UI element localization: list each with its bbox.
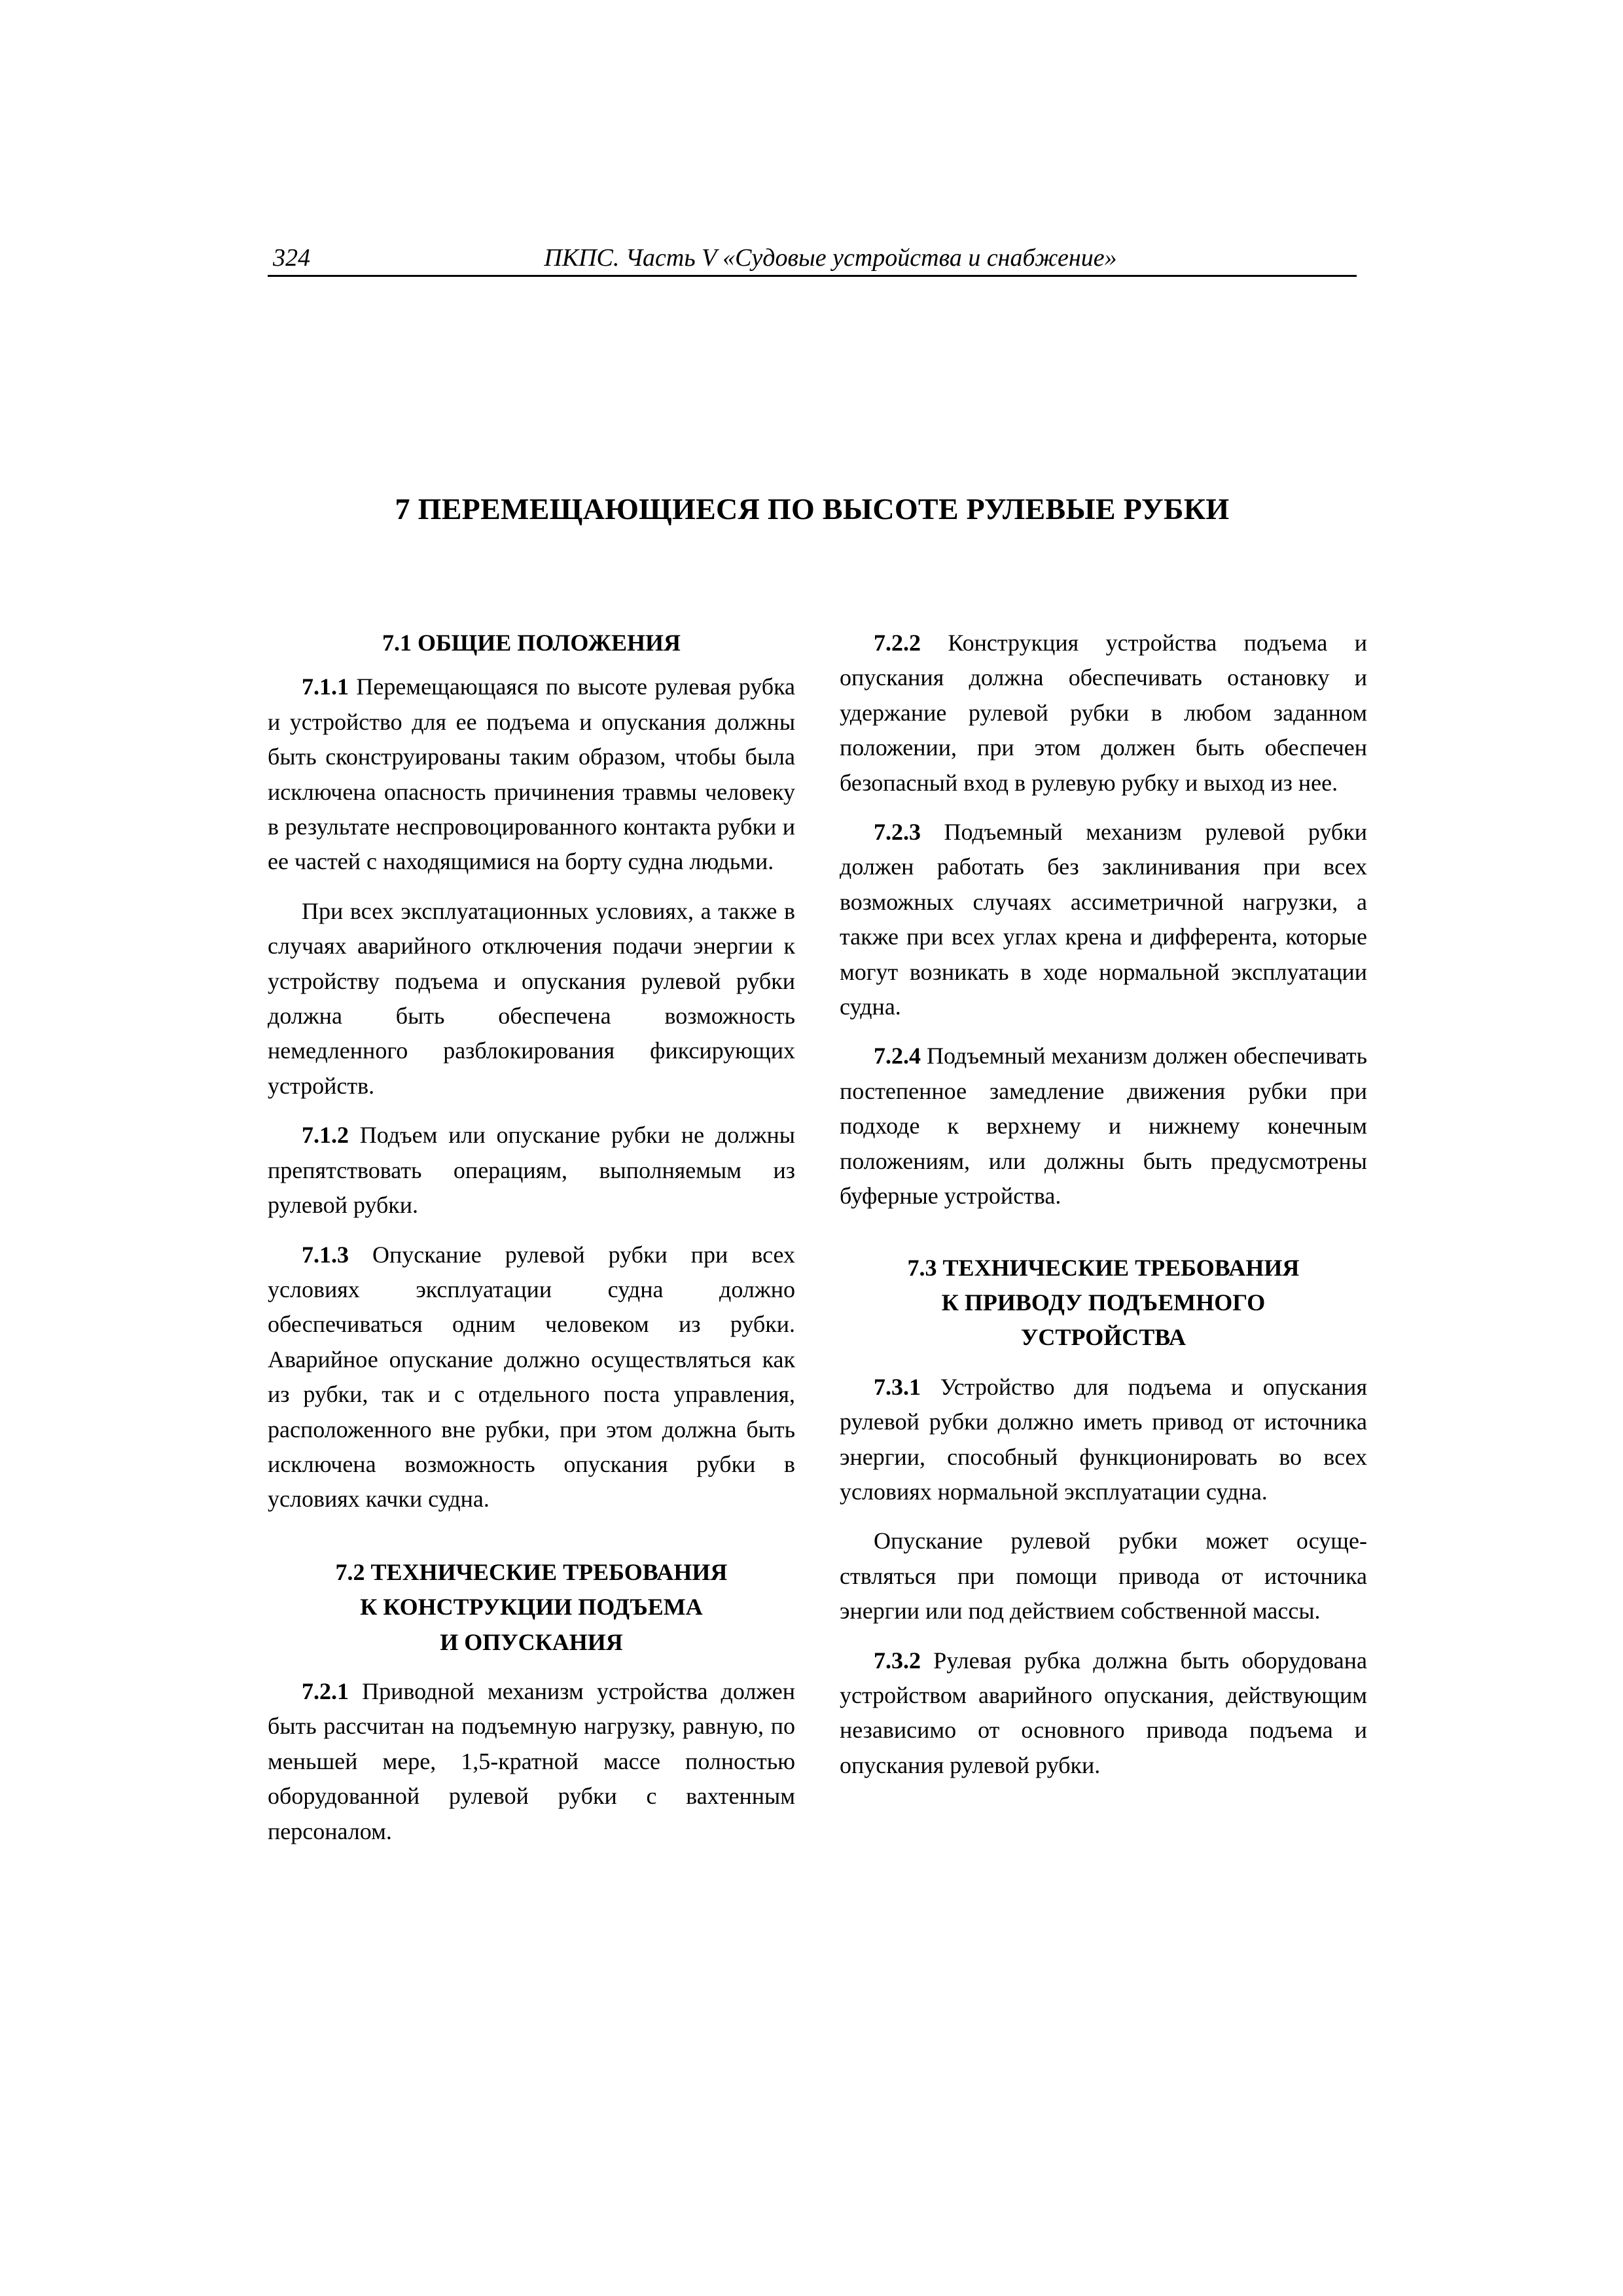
paragraph-number: 7.3.1 [874, 1373, 921, 1400]
section-title-line: 7.3 ТЕХНИЧЕСКИЕ ТРЕБОВАНИЯ [907, 1254, 1300, 1281]
section-title-7-2 [268, 1555, 795, 1660]
paragraph-number: 7.2.2 [874, 630, 921, 656]
paragraph-number: 7.1.2 [302, 1122, 349, 1149]
paragraph-7-3-1-continued: Опускание рулевой рубки может осуществляться при помощи привода от источника энергии или под действием собственной массы. [840, 1528, 1367, 1624]
paragraph-text: Подъем или опускание рубки не должны препятствовать операциям, выполняемым из рулевой рубки. [268, 1122, 795, 1219]
paragraph-number: 7.2.4 [874, 1043, 921, 1069]
paragraph-7-2-1 [268, 1674, 795, 1849]
paragraph-7-1-1-continued: При всех эксплуатационных условиях, а также в случаях аварийного отключения подачи энергии к устройству подъема и опускания рулевой рубки должна быть обеспечена возможность немедленного разблокирования фиксирующих устройств. [268, 897, 795, 1099]
paragraph-7-1-2 [268, 1118, 795, 1223]
running-title: ПКПС. Часть V «Судовые устройства и снабжение» [544, 244, 1117, 272]
paragraph-7-1-3 [268, 1238, 795, 1517]
paragraph-number: 7.1.1 [302, 673, 349, 700]
chapter-title: 7 ПЕРЕМЕЩАЮЩИЕСЯ ПО ВЫСОТЕ РУЛЕВЫЕ РУБКИ [395, 492, 1230, 526]
paragraph-number: 7.2.1 [302, 1677, 349, 1704]
paragraph-text: Подъемный механизм должен обеспечивать постепенное замедление движения рубки при подходе к верхнему и нижнему конечным положениям, или должны быть предусмотрены буферные устройства. [840, 1043, 1367, 1210]
paragraph-7-3-2 [840, 1643, 1367, 1784]
running-header [268, 241, 1357, 277]
paragraph-7-1-1 [268, 670, 795, 879]
paragraph-7-2-3 [840, 815, 1367, 1024]
paragraph-number: 7.2.3 [874, 819, 921, 846]
section-title-7-3 [840, 1251, 1367, 1355]
paragraph-number: 7.1.3 [302, 1241, 349, 1268]
paragraph-text: Приводной механизм устройства должен быть рассчитан на подъемную нагрузку, равную, по меньшей мере, 1,5-кратной массе полностью оборудованной рулевой рубки с вахтенным персоналом. [268, 1677, 795, 1844]
section-title-7-1: 7.1 ОБЩИЕ ПОЛОЖЕНИЯ [382, 630, 681, 656]
paragraph-text: Подъемный механизм рулевой рубки должен работать без заклинивания при всех возможных случаях ассиметричной нагрузки, а также при всех углах крена и дифферента, которые могут возникать в ходе нормальной эксплуатации судна. [840, 819, 1367, 1020]
section-title-line: 7.2 ТЕХНИЧЕСКИЕ ТРЕБОВАНИЯ [335, 1558, 728, 1585]
left-column [268, 626, 795, 1863]
section-title-line: УСТРОЙСТВА [1021, 1324, 1186, 1351]
paragraph-text: Опускание рулевой рубки при всех условиях эксплуатации судна должно обеспечиваться одним человеком из рубки. Аварийное опускание должно осуществляться как из рубки, так и с отдельного поста управления, расположенного вне рубки, при этом должна быть исключена возможность опускания рубки в условиях качки судна. [268, 1241, 795, 1513]
paragraph-text: Рулевая рубка должна быть оборудована устройством аварийного опускания, действующим независимо от основного привода подъема и опускания рулевой рубки. [840, 1647, 1367, 1778]
paragraph-text: Перемещающаяся по высоте рулевая рубка и устройство для ее подъема и опускания должны быть сконструированы таким образом, чтобы была исключена опасность причинения травмы человеку в результате неспровоцированного контакта рубки и ее частей с находящимися на борту судна людьми. [268, 673, 795, 875]
paragraph-text: Конструкция устройства подъема и опускания должна обеспечивать остановку и удержание рулевой рубки в любом заданном положении, при этом должен быть обеспечен безопасный вход в рулевую рубку и выход из нее. [840, 630, 1367, 796]
paragraph-7-2-2 [840, 626, 1367, 800]
paragraph-text: Устройство для подъема и опускания рулевой рубки должно иметь привод от источника энергии, способный функционировать во всех условиях нормальной эксплуатации судна. [840, 1373, 1367, 1505]
section-title-line: К ПРИВОДУ ПОДЪЕМНОГО [941, 1289, 1266, 1316]
paragraph-number: 7.3.2 [874, 1647, 921, 1674]
right-column [840, 626, 1367, 1797]
page-number: 324 [273, 244, 310, 272]
paragraph-7-3-1 [840, 1370, 1367, 1510]
section-title-line: К КОНСТРУКЦИИ ПОДЪЕМА [360, 1594, 703, 1621]
section-title-line: И ОПУСКАНИЯ [440, 1628, 623, 1655]
paragraph-7-2-4 [840, 1039, 1367, 1213]
